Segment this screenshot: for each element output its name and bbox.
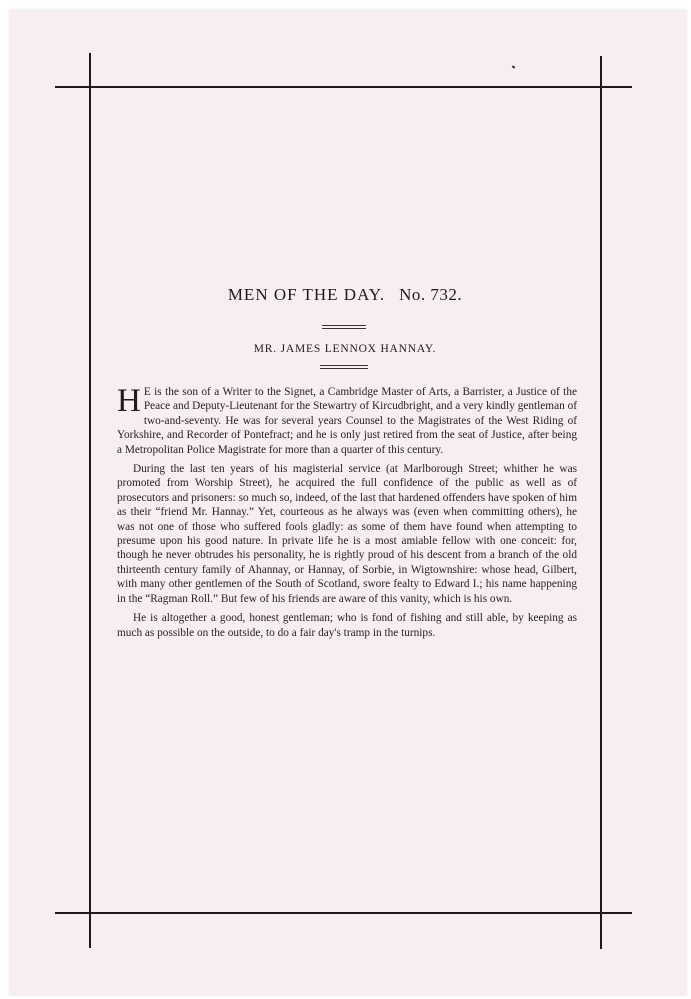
- bottom-border-rule: [55, 912, 632, 914]
- article-subject: MR. JAMES LENNOX HANNAY.: [253, 343, 437, 355]
- top-border-rule: [55, 86, 632, 88]
- paragraph-3: He is altogether a good, honest gentleman; who is fond of fishing and still able, by keeping as much as possible on the outside, to do a fair day's tramp in the turnips.: [117, 612, 577, 639]
- right-border-rule: [600, 56, 602, 949]
- left-border-rule: [89, 53, 91, 948]
- paragraph-1-text: E is the son of a Writer to the Signet, a Cambridge Master of Arts, a Barrister, a Justice of the Peace and Deputy-Lieutenant for the Stewartry of Kircudbright, and a very kindly gentleman of two-and-seventy. He was for several years Counsel to the Magistrates of the West Riding of Yorkshire, and Recorder of Pontefract; and he is only just retired from the seat of Justice, after being a Metropolitan Police Magistrate for more than a quarter of this century.: [117, 386, 577, 456]
- paragraph-1: [117, 385, 577, 457]
- title-divider: [322, 325, 366, 329]
- page-title: [90, 285, 600, 305]
- subtitle-divider: [320, 365, 368, 369]
- series-title: MEN OF THE DAY.: [227, 285, 386, 304]
- paragraph-2: During the last ten years of his magisterial service (at Marlborough Street; whither he was promoted from Worship Street), he acquired the full confidence of the public as well as of prosecutors and prisoners: so much so, indeed, of the last that hardened offenders have spoken of him as their “friend Mr. Hannay.” Yet, courteous as he always was (even when committing others), he was not one of those who suffered fools gladly: as some of them have found when attempting to presume upon his good nature. In private life he is a most amiable fellow with one conceit: for, though he never obtrudes his personality, he is rightly proud of his descent from a branch of the old thirteenth century family of Ahannay, or Hannay, of Sorbie, in Wigtownshire: whose head, Gilbert, with many other gentlemen of the South of Scotland, swore fealty to Edward I.; his name happening in the “Ragman Roll.” But few of his friends are aware of this vanity, which is his own.: [117, 463, 577, 605]
- drop-cap: H: [117, 383, 141, 419]
- article-body: [117, 385, 577, 645]
- issue-number: No. 732.: [399, 285, 463, 304]
